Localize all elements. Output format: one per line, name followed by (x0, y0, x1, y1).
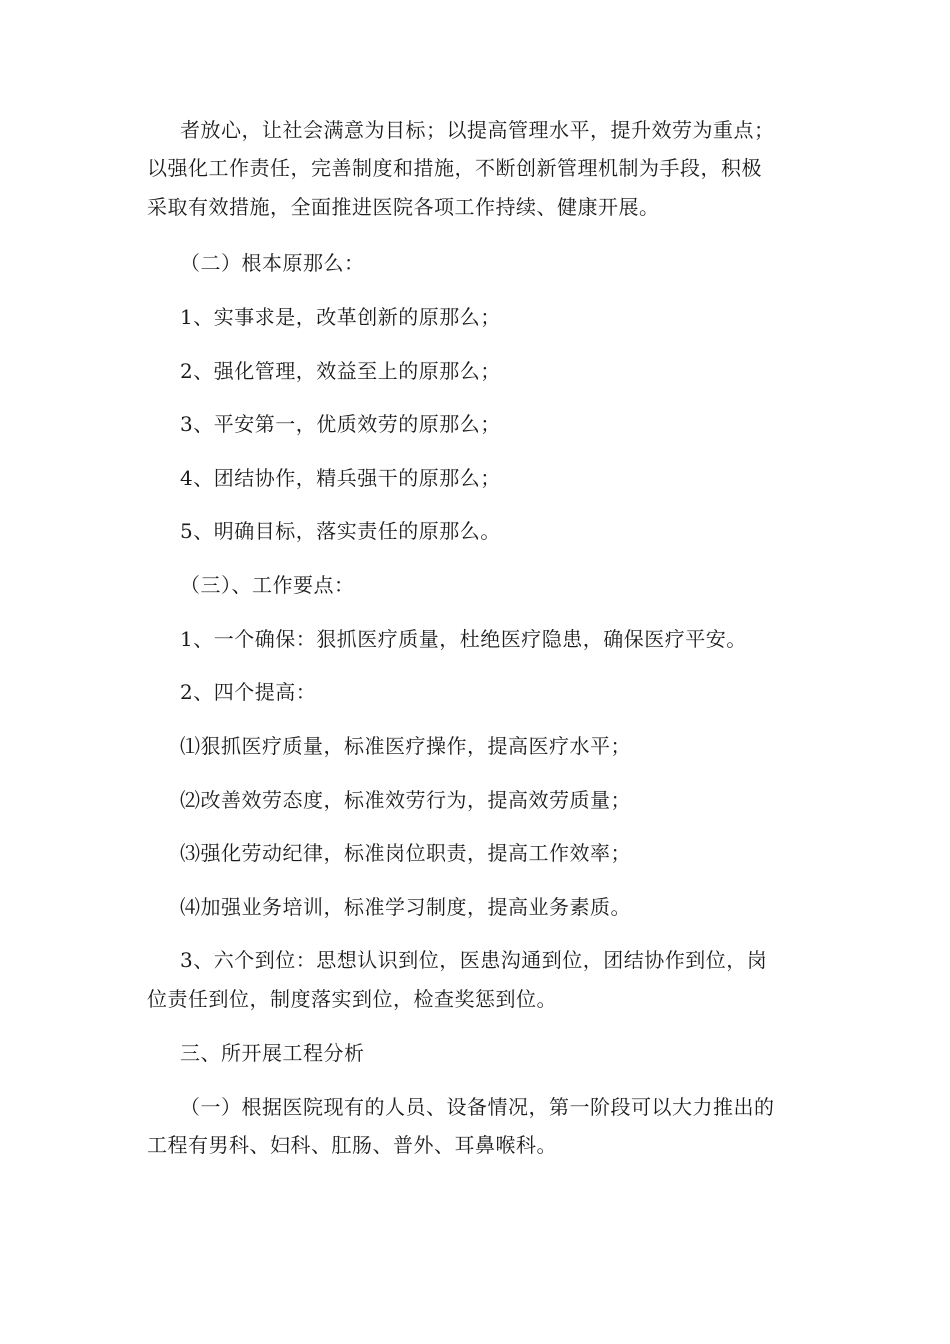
list-item: 4、团结协作，精兵强干的原那么； (180, 466, 501, 490)
list-item: 3、六个到位：思想认识到位，医患沟通到位，团结协作到位，岗 (180, 948, 768, 972)
list-item: ⑴狠抓医疗质量，标准医疗操作，提高医疗水平； (180, 734, 631, 758)
list-item: ⑶强化劳动纪律，标准岗位职责，提高工作效率； (180, 841, 631, 865)
list-item: ⑷加强业务培训，标准学习制度，提高业务素质。 (180, 895, 631, 919)
list-item: 1、一个确保：狠抓医疗质量，杜绝医疗隐患，确保医疗平安。 (180, 627, 747, 651)
paragraph-line: 位责任到位，制度落实到位，检查奖惩到位。 (147, 987, 557, 1011)
list-item: 2、四个提高： (180, 680, 317, 704)
list-item: 3、平安第一，优质效劳的原那么； (180, 412, 501, 436)
section-heading: （二）根本原那么： (180, 251, 365, 275)
list-item: ⑵改善效劳态度，标准效劳行为，提高效劳质量； (180, 788, 631, 812)
list-item: 2、强化管理，效益至上的原那么； (180, 359, 501, 383)
paragraph-line: 者放心，让社会满意为目标；以提高管理水平，提升效劳为重点； (180, 118, 775, 142)
list-item: 1、实事求是，改革创新的原那么； (180, 305, 501, 329)
list-item: 5、明确目标，落实责任的原那么。 (180, 519, 501, 543)
paragraph-line: （一）根据医院现有的人员、设备情况，第一阶段可以大力推出的 (180, 1095, 775, 1119)
paragraph-line: 以强化工作责任，完善制度和措施，不断创新管理机制为手段，积极 (147, 156, 762, 180)
section-heading: 三、所开展工程分析 (180, 1041, 365, 1065)
paragraph-line: 采取有效措施，全面推进医院各项工作持续、健康开展。 (147, 195, 660, 219)
paragraph-line: 工程有男科、妇科、肛肠、普外、耳鼻喉科。 (147, 1133, 557, 1157)
section-heading: （三）、工作要点： (180, 573, 355, 597)
